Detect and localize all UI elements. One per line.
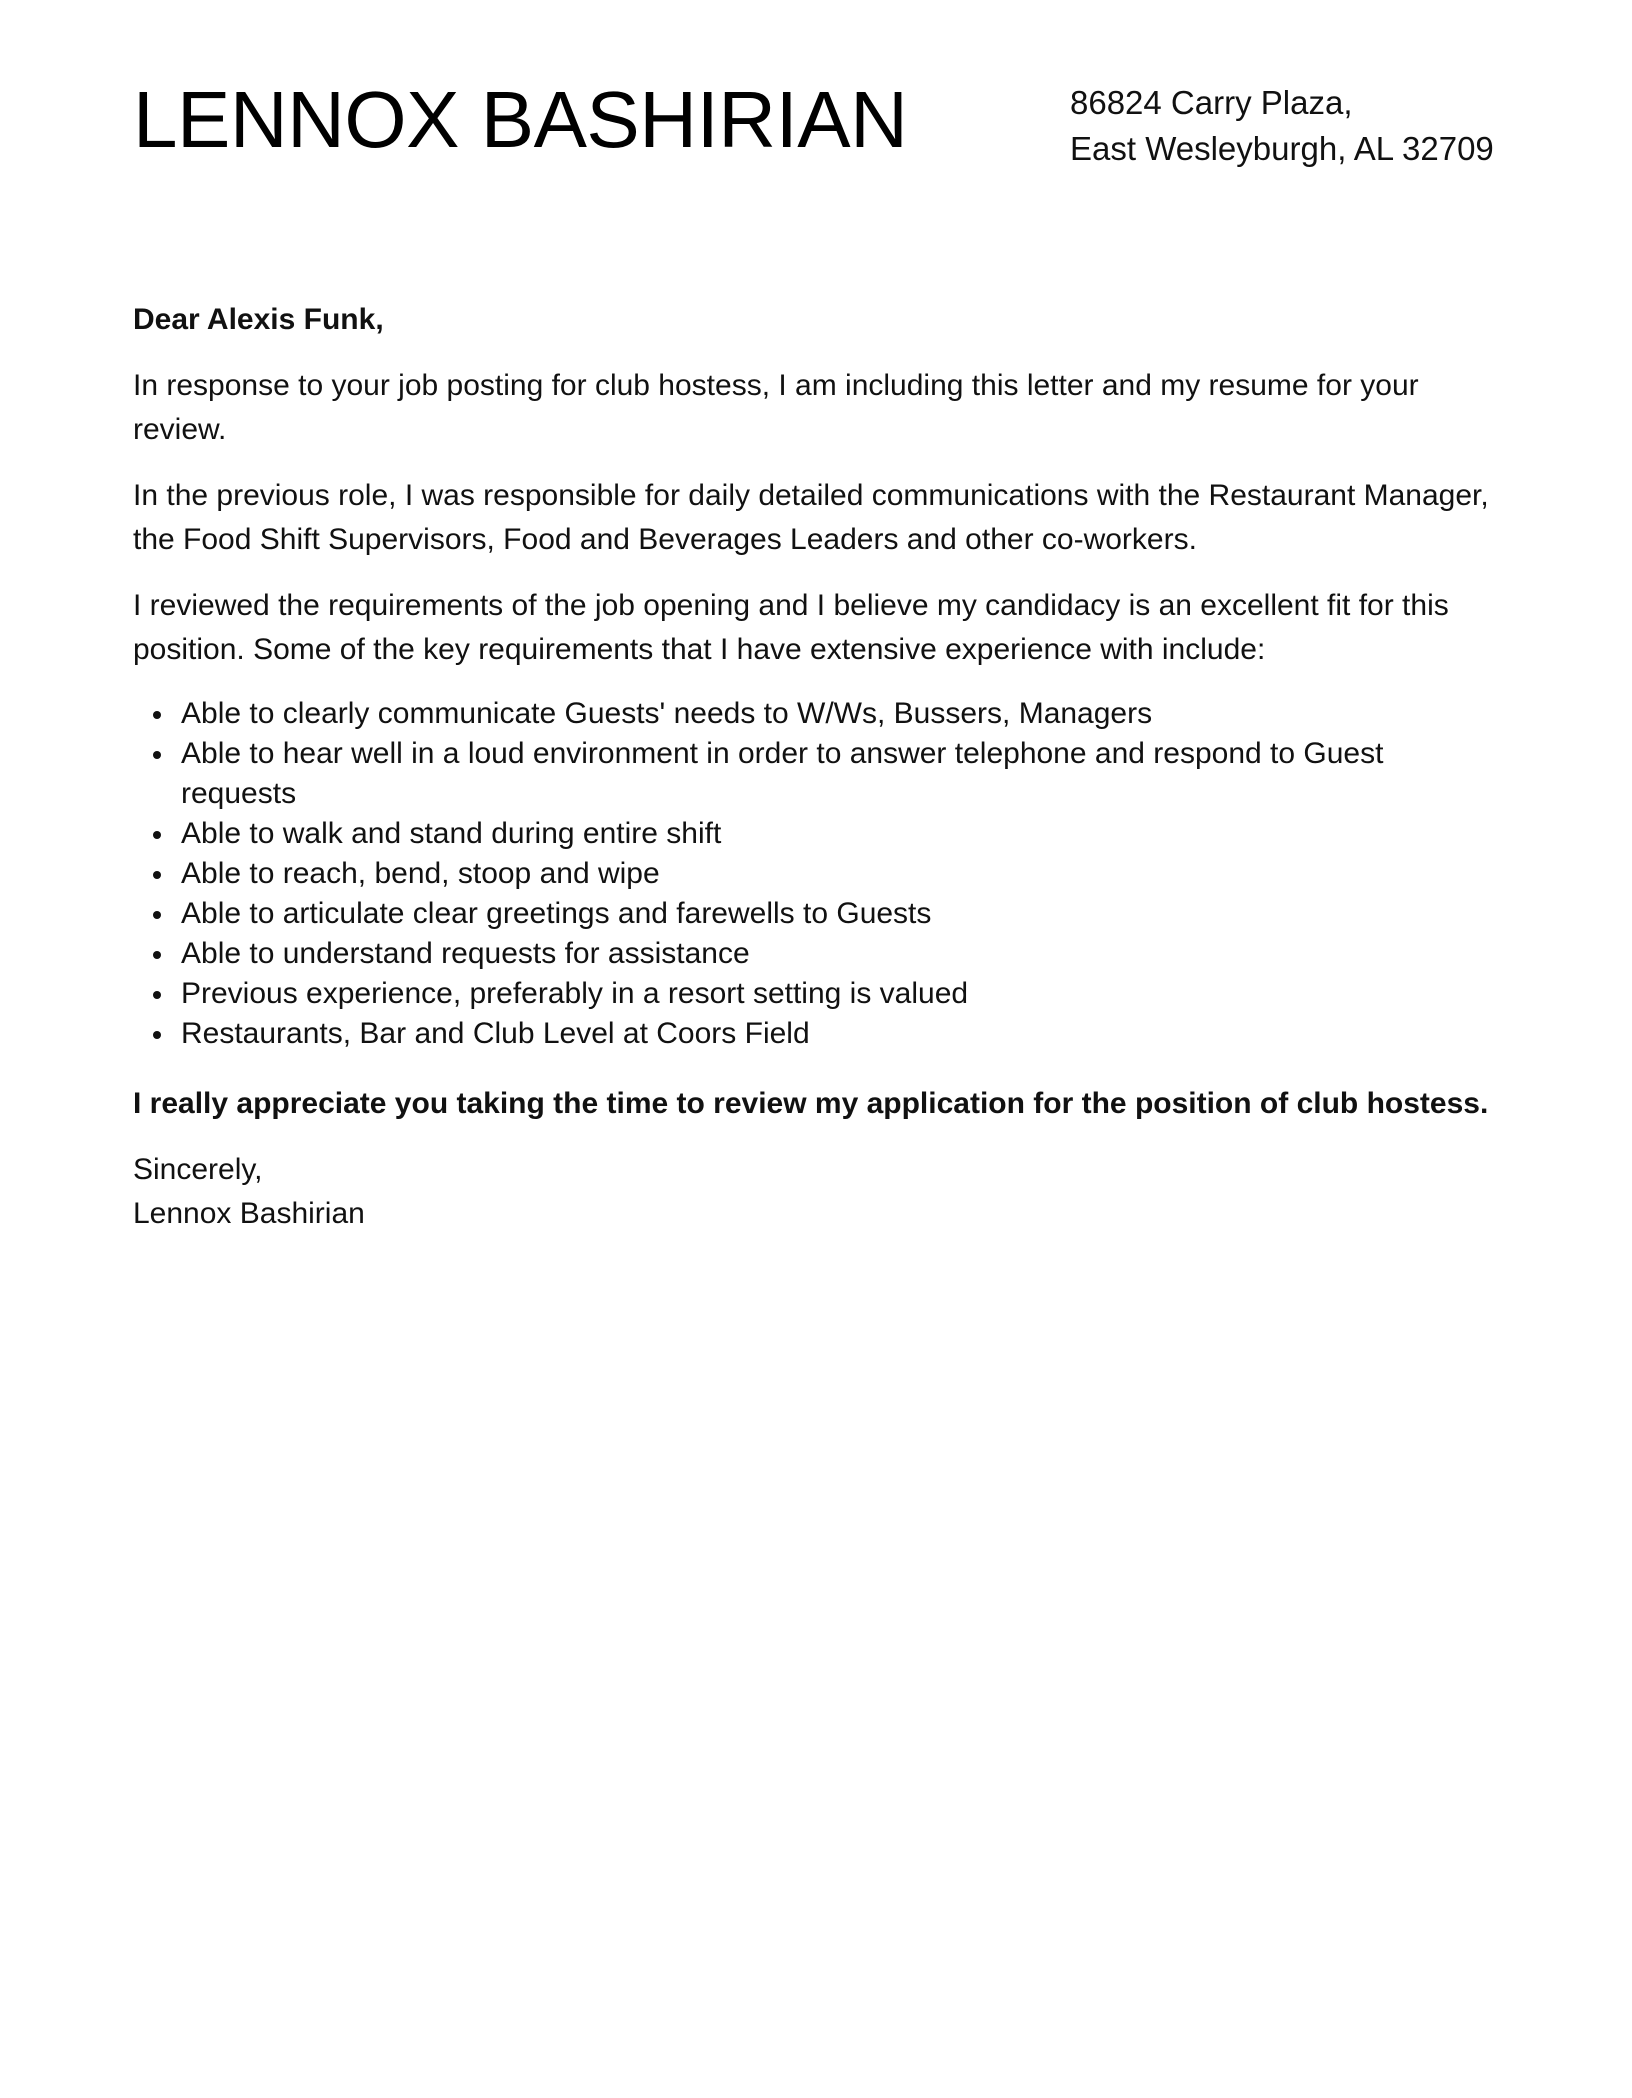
list-item <box>133 974 1503 1014</box>
list-item <box>133 814 1503 854</box>
address-line-1: 86824 Carry Plaza, <box>1070 84 1353 121</box>
salutation: Dear Alexis Funk, <box>133 303 384 336</box>
signoff-block <box>133 1148 1503 1236</box>
signature-name: Lennox Bashirian <box>133 1197 365 1230</box>
bullet-icon <box>153 751 161 759</box>
list-item-text: Previous experience, preferably in a resort setting is valued <box>181 977 969 1010</box>
applicant-name: LENNOX BASHIRIAN <box>133 75 908 164</box>
paragraph-intro: In response to your job posting for club hostess, I am including this letter and my resume for your review. <box>133 369 1419 446</box>
signoff: Sincerely, <box>133 1153 263 1186</box>
bullet-icon <box>153 871 161 879</box>
applicant-address <box>1070 80 1494 172</box>
closing-statement: I really appreciate you taking the time to review my application for the position of club hostess. <box>133 1087 1489 1120</box>
list-item-text: Able to walk and stand during entire shift <box>181 817 722 850</box>
list-item <box>133 694 1503 734</box>
list-item-text: Restaurants, Bar and Club Level at Coors Field <box>181 1017 810 1050</box>
list-item-text: Able to reach, bend, stoop and wipe <box>181 857 660 890</box>
bullet-icon <box>153 951 161 959</box>
list-item <box>133 854 1503 894</box>
list-item-text: Able to articulate clear greetings and farewells to Guests <box>181 897 932 930</box>
bullet-icon <box>153 1031 161 1039</box>
list-item <box>133 894 1503 934</box>
address-line-2: East Wesleyburgh, AL 32709 <box>1070 130 1494 167</box>
bullet-icon <box>153 911 161 919</box>
paragraph-previous-role: In the previous role, I was responsible for daily detailed communications with the Restaurant Manager, the Food Shift Supervisors, Food and Beverages Leaders and other co-workers. <box>133 479 1489 556</box>
bullet-icon <box>153 991 161 999</box>
list-item <box>133 934 1503 974</box>
list-item-text: Able to understand requests for assistance <box>181 937 750 970</box>
list-item-text: Able to hear well in a loud environment in order to answer telephone and respond to Guest requests <box>181 737 1384 810</box>
list-item <box>133 1014 1503 1054</box>
list-item-text: Able to clearly communicate Guests' needs to W/Ws, Bussers, Managers <box>181 697 1153 730</box>
list-item <box>133 734 1503 814</box>
bullet-icon <box>153 831 161 839</box>
letter-body <box>133 298 1503 1236</box>
paragraph-requirements-intro: I reviewed the requirements of the job opening and I believe my candidacy is an excellent fit for this position. Some of the key requirements that I have extensive experience with include: <box>133 589 1449 666</box>
requirements-list <box>133 694 1503 1054</box>
letter-header <box>133 70 1503 180</box>
bullet-icon <box>153 711 161 719</box>
